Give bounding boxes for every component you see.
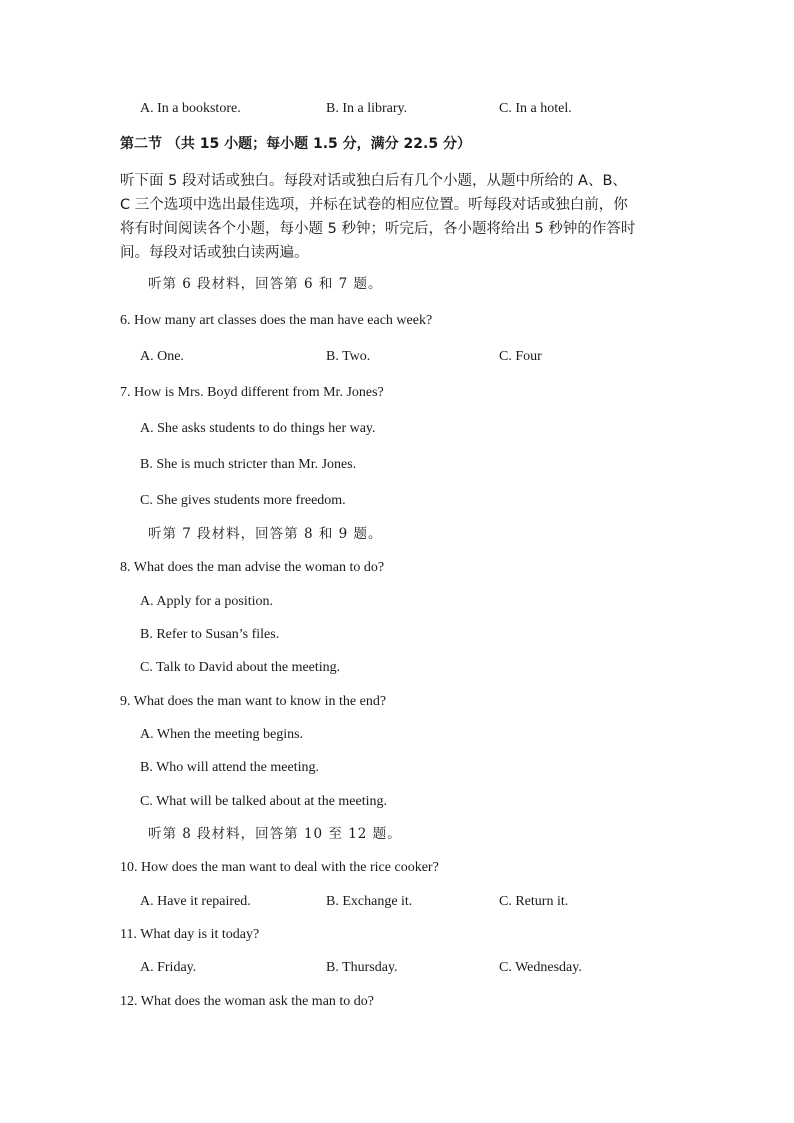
q10-option-a: A. Have it repaired. xyxy=(140,894,251,909)
question-7: 7. How is Mrs. Boyd different from Mr. Jones? xyxy=(120,385,384,400)
listening-instruction-7: 听第 7 段材料，回答第 8 和 9 题。 xyxy=(148,526,383,542)
question-8: 8. What does the man advise the woman to do? xyxy=(120,560,385,575)
directions-line: 将有时间阅读各个小题，每小题 5 秒钟；听完后，各小题将给出 5 秒钟的作答时 xyxy=(120,221,636,237)
q6-option-a: A. One. xyxy=(140,349,184,364)
q10-option-c: C. Return it. xyxy=(499,894,569,909)
q5-option-b: B. In a library. xyxy=(326,101,408,116)
question-6: 6. How many art classes does the man have each week? xyxy=(120,313,433,328)
q9-option-a: A. When the meeting begins. xyxy=(140,727,304,742)
q7-option-b: B. She is much stricter than Mr. Jones. xyxy=(140,457,357,472)
q7-option-c: C. She gives students more freedom. xyxy=(140,493,346,508)
q6-option-c: C. Four xyxy=(499,349,542,364)
q9-option-b: B. Who will attend the meeting. xyxy=(140,760,319,775)
q8-option-a: A. Apply for a position. xyxy=(140,594,273,609)
q5-option-c: C. In a hotel. xyxy=(499,101,572,116)
q7-option-a: A. She asks students to do things her way. xyxy=(140,421,376,436)
section-directions xyxy=(120,169,680,265)
question-9: 9. What does the man want to know in the end? xyxy=(120,694,387,709)
directions-line: 听下面 5 段对话或独白。每段对话或独白后有几个小题，从题中所给的 A、B、 xyxy=(120,173,627,189)
directions-line: C 三个选项中选出最佳选项，并标在试卷的相应位置。听每段对话或独白前，你 xyxy=(120,197,628,213)
listening-instruction-8: 听第 8 段材料，回答第 10 至 12 题。 xyxy=(148,826,402,842)
q6-option-b: B. Two. xyxy=(326,349,371,364)
q8-option-c: C. Talk to David about the meeting. xyxy=(140,660,341,675)
directions-line: 间。每段对话或独白读两遍。 xyxy=(120,245,309,261)
q11-option-a: A. Friday. xyxy=(140,960,197,975)
q11-option-b: B. Thursday. xyxy=(326,960,398,975)
q8-option-b: B. Refer to Susan’s files. xyxy=(140,627,280,642)
section-heading: 第二节 （共 15 小题；每小题 1.5 分，满分 22.5 分） xyxy=(120,136,471,152)
q5-option-a: A. In a bookstore. xyxy=(140,101,241,116)
question-11: 11. What day is it today? xyxy=(120,927,260,942)
question-10: 10. How does the man want to deal with the rice cooker? xyxy=(120,860,439,875)
listening-instruction-6: 听第 6 段材料，回答第 6 和 7 题。 xyxy=(148,276,383,292)
q11-option-c: C. Wednesday. xyxy=(499,960,582,975)
q9-option-c: C. What will be talked about at the meeting. xyxy=(140,794,388,809)
q10-option-b: B. Exchange it. xyxy=(326,894,413,909)
question-12: 12. What does the woman ask the man to do? xyxy=(120,994,375,1009)
